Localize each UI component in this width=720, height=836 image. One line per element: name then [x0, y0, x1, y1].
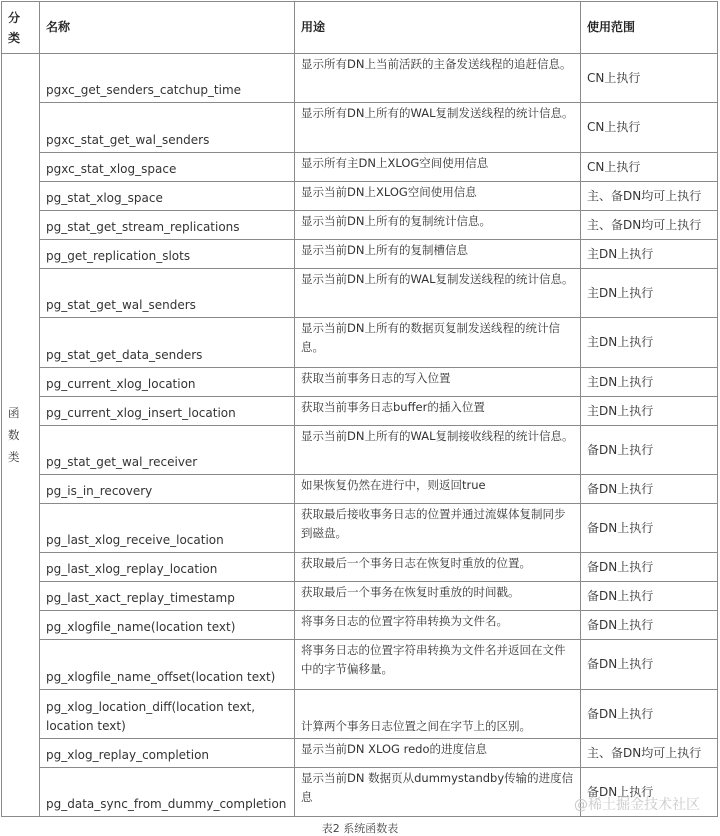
function-description: 显示当前DN上所有的WAL复制接收线程的统计信息。 [295, 426, 581, 475]
table-row [2, 582, 718, 611]
table-row [2, 553, 718, 582]
table-row [2, 211, 718, 240]
table-row [2, 182, 718, 211]
table-row [2, 318, 718, 368]
function-name: pg_is_in_recovery [40, 475, 295, 504]
function-description: 将事务日志的位置字符串转换为文件名并返回在文件中的字节偏移量。 [295, 640, 581, 690]
table-row [2, 690, 718, 739]
function-scope: 主DN上执行 [581, 397, 718, 426]
table-row [2, 426, 718, 475]
function-scope: 备DN上执行 [581, 582, 718, 611]
function-description: 如果恢复仍然在进行中，则返回true [295, 475, 581, 504]
watermark: @稀土掘金技术社区 [574, 797, 700, 813]
header-scope: 使用范围 [581, 2, 718, 54]
function-scope: 主、备DN均可上执行 [581, 211, 718, 240]
table-row [2, 397, 718, 426]
function-description: 获取当前事务日志的写入位置 [295, 368, 581, 397]
table-row [2, 611, 718, 640]
function-description: 显示所有主DN上XLOG空间使用信息 [295, 153, 581, 182]
function-scope: 备DN上执行 [581, 768, 718, 817]
table-header-row [2, 2, 718, 54]
function-scope: CN上执行 [581, 54, 718, 103]
function-description: 获取当前事务日志buffer的插入位置 [295, 397, 581, 426]
table-row [2, 153, 718, 182]
function-name: pg_current_xlog_insert_location [40, 397, 295, 426]
function-description: 显示当前DN上XLOG空间使用信息 [295, 182, 581, 211]
function-description: 显示当前DN上所有的WAL复制发送线程的统计信息。 [295, 269, 581, 318]
function-description: 获取最后接收事务日志的位置并通过流媒体复制同步到磁盘。 [295, 504, 581, 553]
function-scope: 主DN上执行 [581, 318, 718, 368]
function-name: pg_stat_get_wal_senders [40, 269, 295, 318]
function-name: pg_xlogfile_name(location text) [40, 611, 295, 640]
function-name: pg_stat_xlog_space [40, 182, 295, 211]
function-name: pgxc_stat_xlog_space [40, 153, 295, 182]
function-scope: 主DN上执行 [581, 269, 718, 318]
table-row [2, 269, 718, 318]
header-category: 分 类 [2, 2, 40, 54]
function-description: 获取最后一个事务在恢复时重放的时间戳。 [295, 582, 581, 611]
header-name: 名称 [40, 2, 295, 54]
function-name: pg_last_xlog_receive_location [40, 504, 295, 553]
function-description: 计算两个事务日志位置之间在字节上的区别。 [295, 690, 581, 739]
category-cell: 函 数 类 [2, 54, 40, 817]
table-caption: 表2 系统函数表 [321, 822, 399, 835]
function-name: pg_xlog_location_diff(location text, location text) [40, 690, 295, 739]
function-scope: CN上执行 [581, 153, 718, 182]
function-name: pgxc_get_senders_catchup_time [40, 54, 295, 103]
function-scope: 备DN上执行 [581, 475, 718, 504]
table-row [2, 240, 718, 269]
table-row [2, 103, 718, 153]
function-scope: 备DN上执行 [581, 504, 718, 553]
function-description: 显示当前DN上所有的复制统计信息。 [295, 211, 581, 240]
function-description: 显示当前DN上所有的数据页复制发送线程的统计信息。 [295, 318, 581, 368]
function-scope: 主、备DN均可上执行 [581, 739, 718, 768]
function-scope: 主、备DN均可上执行 [581, 182, 718, 211]
function-name: pg_data_sync_from_dummy_completion [40, 768, 295, 817]
function-scope: 备DN上执行 [581, 426, 718, 475]
function-scope: 备DN上执行 [581, 640, 718, 690]
function-description: 显示当前DN上所有的复制槽信息 [295, 240, 581, 269]
function-scope: 备DN上执行 [581, 611, 718, 640]
function-description: 显示当前DN 数据页从dummystandby传输的进度信息 [295, 768, 581, 817]
system-functions-table [1, 1, 718, 817]
table-row [2, 739, 718, 768]
function-description: 将事务日志的位置字符串转换为文件名。 [295, 611, 581, 640]
table-row [2, 640, 718, 690]
function-scope: 主DN上执行 [581, 368, 718, 397]
function-scope: 主DN上执行 [581, 240, 718, 269]
function-name: pg_xlog_replay_completion [40, 739, 295, 768]
function-description: 显示所有DN上所有的WAL复制发送线程的统计信息。 [295, 103, 581, 153]
function-name: pg_last_xlog_replay_location [40, 553, 295, 582]
function-description: 获取最后一个事务日志在恢复时重放的位置。 [295, 553, 581, 582]
function-name: pg_get_replication_slots [40, 240, 295, 269]
table-row [2, 54, 718, 103]
function-name: pg_stat_get_stream_replications [40, 211, 295, 240]
function-name: pg_stat_get_wal_receiver [40, 426, 295, 475]
function-name: pg_xlogfile_name_offset(location text) [40, 640, 295, 690]
function-scope: 备DN上执行 [581, 553, 718, 582]
header-description: 用途 [295, 2, 581, 54]
function-scope: CN上执行 [581, 103, 718, 153]
function-scope: 备DN上执行 [581, 690, 718, 739]
function-name: pgxc_stat_get_wal_senders [40, 103, 295, 153]
function-description: 显示当前DN XLOG redo的进度信息 [295, 739, 581, 768]
table-row [2, 368, 718, 397]
function-name: pg_current_xlog_location [40, 368, 295, 397]
function-name: pg_stat_get_data_senders [40, 318, 295, 368]
table-row [2, 504, 718, 553]
table-row [2, 475, 718, 504]
function-name: pg_last_xact_replay_timestamp [40, 582, 295, 611]
function-description: 显示所有DN上当前活跃的主备发送线程的追赶信息。 [295, 54, 581, 103]
